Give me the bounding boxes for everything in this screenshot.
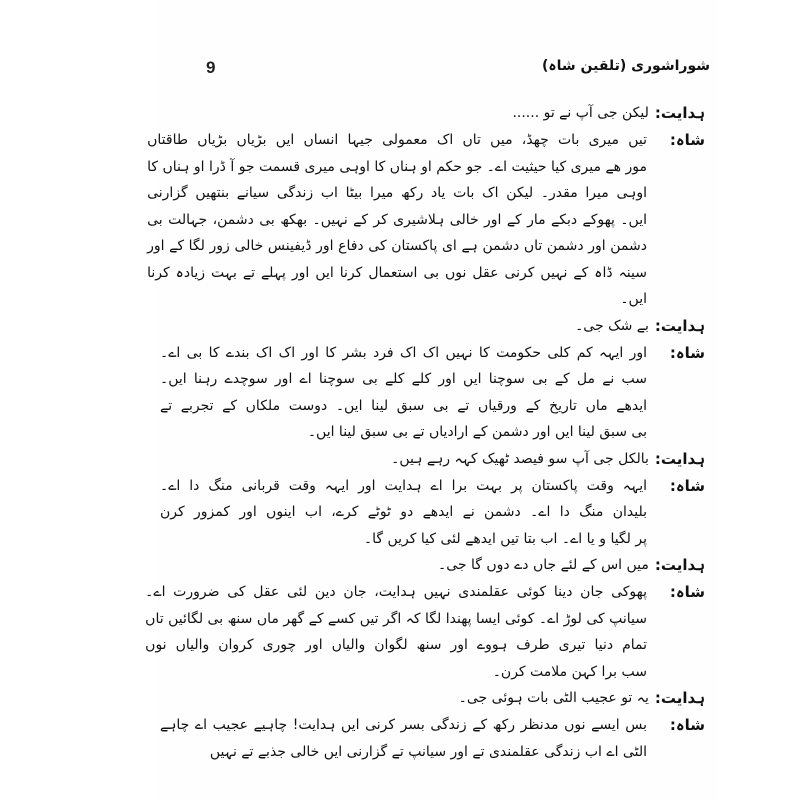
dialogue-line: الٹی اے اب زندگی عقلمندی تے اور سیانپ تے گزارنی ایں خالی جذبے تے نہیں (209, 743, 647, 760)
dialogue-line: سیانپ کی لوڑ اے۔ کوئی ایسا پھندا لگا کہ اگر تیں کسے کے گھر ماں سنھ بی لگائیں تاں (145, 610, 647, 627)
speaker-label: شاہ: (669, 131, 705, 149)
dialogue-line: سب برا کہن ملامت کرن۔ (492, 663, 647, 680)
dialogue-line: اور ایہہ کم کلی حکومت کا نہیں اک اک فرد بشر کا اور اک اک بندے کا بی اے۔ (160, 344, 647, 361)
running-title: شوراشوری (تلقین شاہ) (542, 58, 710, 74)
dialogue-line: سب نے مل کے بی سوچنا ایں اور کلے کلے بی سوچنا اے اور سوچدے رہنا ایں۔ (160, 371, 647, 387)
dialogue-line: تیں میری بات چھڈ، میں تاں اک معمولی جیہا انساں ایں بڑیاں بڑیاں طاقتاں (147, 132, 647, 148)
dialogue-line: تمام دنیا تیری طرف ہووے اور سنھ لگوان والیاں اور چوری کروان والیاں نوں (145, 637, 647, 653)
page-header (160, 58, 710, 88)
dialogue-turn-shah (147, 127, 705, 313)
dialogue-body (145, 100, 705, 765)
speaker-label: ہدایت: (654, 556, 705, 574)
dialogue-line: پھوکی جان دینا کوئی عقلمندی نہیں ہدایت، جان دین لئی عقل کی ضرورت اے۔ (145, 584, 647, 600)
dialogue-turn-hidayat (160, 100, 705, 127)
speaker-label: شاہ: (669, 343, 705, 362)
speaker-label: شاہ: (669, 583, 705, 601)
dialogue-line: ایں۔ پھوکے دبکے مار کے اور خالی ہلاشیری کر کے نہیں۔ بھکھ بی دشمن، جہالت بی (147, 211, 647, 228)
dialogue-line: اوہی میرا مقدر۔ لیکن اک بات یاد رکھ میرا بیٹا اب زندگی سیانے بنتھیں گزارنی (147, 185, 647, 201)
speaker-label: ہدایت: (654, 316, 705, 335)
speaker-label: شاہ: (669, 476, 705, 495)
dialogue-line: مور ھے میری کیا حیثیت اے۔ جو حکم او ہناں کا اوہی میری قسمت جو آ ڈرا او ہناں کا (147, 158, 647, 175)
dialogue-line: ایہہ وقت پاکستان پر بہت برا اے ہدایت اور ایہہ وقت قربانی منگ دا اے۔ (160, 477, 647, 494)
dialogue-line: لیکن جی آپ نے تو ...... (512, 105, 649, 121)
dialogue-turn-hidayat (160, 446, 705, 473)
dialogue-line: ایدھے ماں تاریخ کے ورقیاں تے بی سبق لینا ایں۔ دوست ملکاں کے تجربے تے (160, 397, 647, 414)
dialogue-turn-hidayat (160, 552, 705, 579)
dialogue-line: سینہ ڈاہ کے نہیں کرنی عقل نوں بی استعمال کرنا ایں اور پہلے تے بہت زیادہ کرنا (147, 264, 647, 281)
dialogue-turn-hidayat (160, 313, 705, 340)
speaker-label: شاہ: (669, 716, 705, 734)
dialogue-line: دشمن اور دشمن تاں دشمن ہے ای پاکستان کی دفاع اور ڈیفینس خالی زور لگا کے اور (147, 238, 647, 254)
dialogue-turn-shah (160, 712, 705, 765)
dialogue-line: بے شک جی۔ (575, 317, 649, 334)
speaker-label: ہدایت: (654, 449, 705, 468)
dialogue-line: بلیدان منگ دا اے۔ دشمن نے ایدھے دو ٹوٹے کرے، اب اینوں اور کمزور کرن (160, 504, 647, 520)
dialogue-turn-shah (145, 579, 705, 685)
dialogue-line: یہ تو عجیب الٹی بات ہوئی جی۔ (458, 690, 649, 706)
dialogue-line: میں اس کے لئے جاں دے دوں گا جی۔ (437, 557, 649, 573)
speaker-label: ہدایت: (654, 104, 705, 122)
dialogue-line: ایں۔ (620, 291, 647, 307)
dialogue-line: بس ایسے نوں مدنظر رکھ کے زندگی بسر کرنی ایں ہدایت! چاہیے عجیب اے چاہے (160, 717, 647, 733)
dialogue-line: پر لگیا و یا اے۔ اب بتا تیں ایدھے لئی کیا کریں گا۔ (363, 530, 647, 547)
dialogue-turn-hidayat (160, 685, 705, 712)
dialogue-line: بالکل جی آپ سو فیصد ٹھیک کہہ رہے ہیں۔ (391, 450, 649, 467)
dialogue-line: بی سبق لینا ایں اور دشمن کے ارادیاں تے بی سبق لینا ایں۔ (307, 424, 647, 440)
page-number: 9 (206, 58, 216, 77)
speaker-label: ہدایت: (654, 689, 705, 707)
dialogue-turn-shah (160, 473, 705, 553)
dialogue-turn-shah (160, 340, 705, 446)
